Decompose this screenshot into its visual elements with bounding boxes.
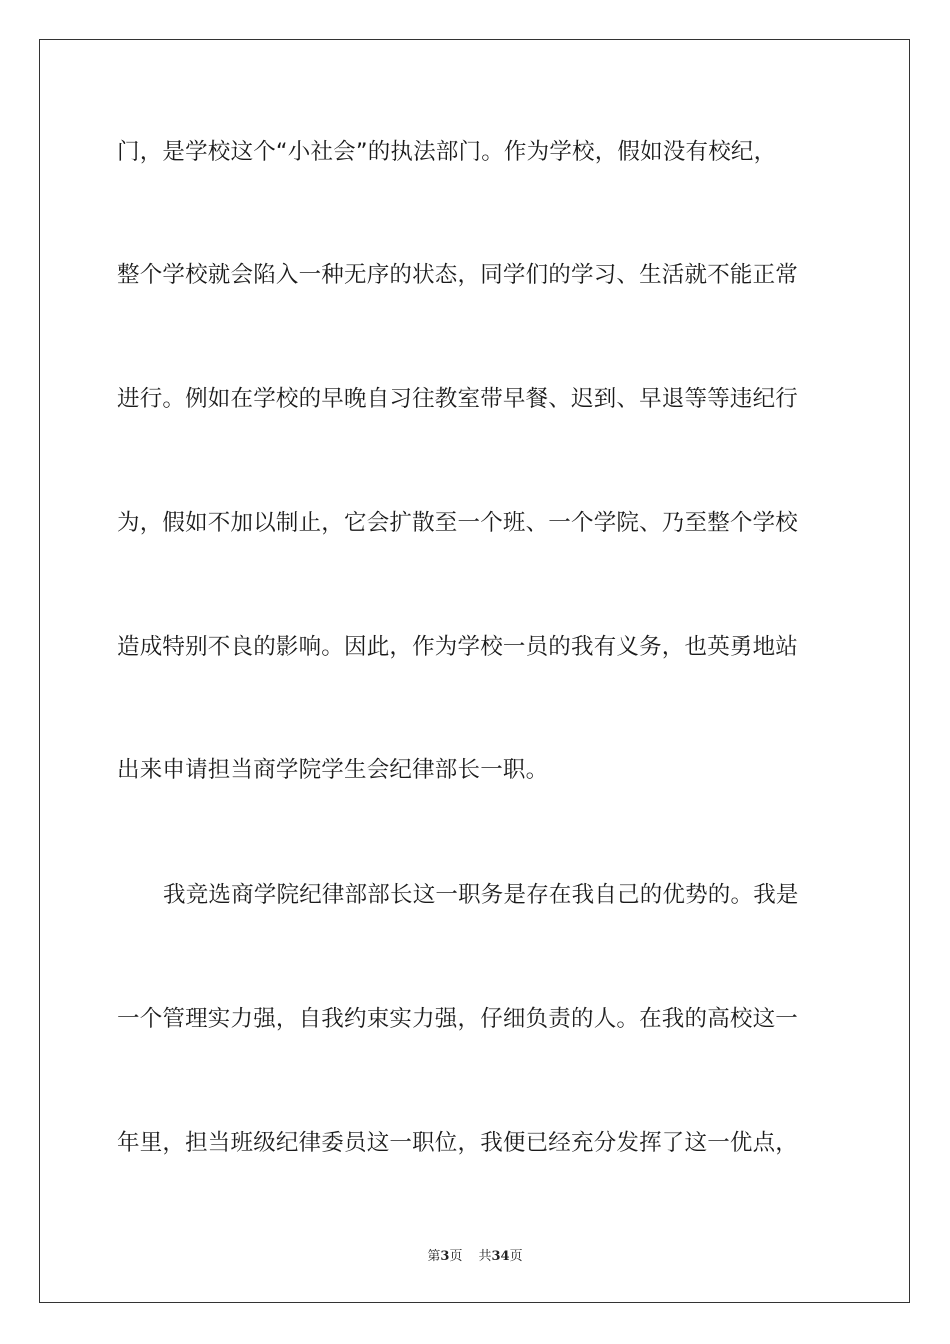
body-text-line: 一个管理实力强，自我约束实力强，仔细负责的人。在我的高校这一 [117, 1006, 799, 1032]
body-text-line: 门，是学校这个“小社会”的执法部门。作为学校，假如没有校纪， [117, 139, 777, 165]
body-text-line: 年里，担当班级纪律委员这一职位，我便已经充分发挥了这一优点， [117, 1130, 799, 1156]
body-text-line: 为，假如不加以制止，它会扩散至一个班、一个学院、乃至整个学校 [117, 510, 799, 536]
page-footer [0, 1247, 950, 1267]
page-number-prefix: 第 [427, 1249, 441, 1264]
total-pages-suffix: 页 [509, 1249, 523, 1264]
body-text-line: 进行。例如在学校的早晚自习往教室带早餐、迟到、早退等等违纪行 [117, 386, 799, 412]
page-number-suffix: 页 [449, 1249, 463, 1264]
paragraph-first-line: 我竞选商学院纪律部部长这一职务是存在我自己的优势的。我是 [163, 882, 799, 908]
body-text-line: 整个学校就会陷入一种无序的状态，同学们的学习、生活就不能正常 [117, 262, 799, 288]
page-number: 3 [440, 1249, 450, 1264]
body-text-line: 出来申请担当商学院学生会纪律部长一职。 [117, 757, 549, 783]
body-text-line: 造成特别不良的影响。因此，作为学校一员的我有义务，也英勇地站 [117, 634, 799, 660]
page-border [39, 39, 910, 1303]
total-pages: 34 [491, 1249, 510, 1264]
total-pages-prefix: 共 [478, 1249, 492, 1264]
